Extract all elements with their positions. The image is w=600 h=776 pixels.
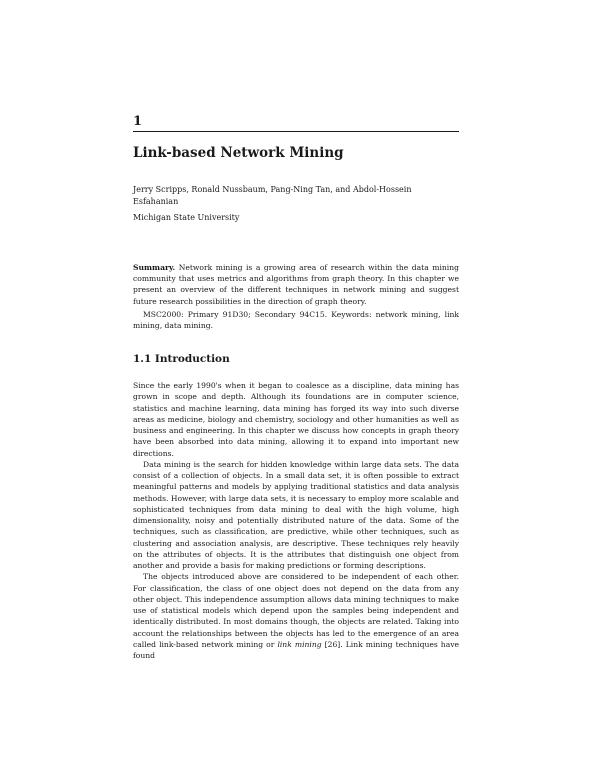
section-heading: 1.1 Introduction <box>133 353 230 365</box>
paragraph: Data mining is the search for hidden knowledge within large data sets. The data consist of a collection of objects. In a small data set, it is often possible to extract meaningful patterns and models by applying traditional statistics and data analysis methods. However, with large data sets, it is necessary to employ more scalable and sophisticated techniques from data mining to deal with the high volume, high dimensionality, noisy and potentially distributed nature of the data. Some of the techniques, such as classification, are predictive, while other techniques, such as clustering and association analysis, are descriptive. These techniques rely heavily on the attributes of objects. It is the attributes that distinguish one object from another and provide a basis for making predictions or forming descriptions. <box>133 459 459 570</box>
body-text <box>133 380 459 661</box>
msc-keywords: MSC2000: Primary 91D30; Secondary 94C15. Keywords: network mining, link mining, data mining. <box>133 310 459 331</box>
abstract <box>133 262 459 307</box>
chapter-rule <box>133 131 459 132</box>
emphasis-link-mining: link mining <box>277 639 322 649</box>
chapter-title: Link-based Network Mining <box>133 145 344 161</box>
chapter-number: 1 <box>133 114 143 129</box>
affiliation: Michigan State University <box>133 213 240 222</box>
paragraph <box>133 571 459 661</box>
abstract-text: Network mining is a growing area of research within the data mining community that uses metrics and algorithms from graph theory. In this chapter we present an overview of the different techniques in network mining and suggest future research possibilities in the direction of graph theory. <box>133 263 459 306</box>
paragraph-text: [26]. Link mining techniques have found <box>133 639 459 660</box>
paragraph: Since the early 1990's when it began to coalesce as a discipline, data mining has grown in scope and depth. Although its foundations are in computer science, statistics and machine learning, data mining has forged its way into such diverse areas as medicine, biology and chemistry, sociology and other humanities as well as business and engineering. In this chapter we discuss how concepts in graph theory have been absorbed into data mining, allowing it to expand into important new directions. <box>133 381 459 458</box>
authors: Jerry Scripps, Ronald Nussbaum, Pang-Ning Tan, and Abdol-Hossein Esfahanian <box>133 185 412 206</box>
paragraph-text: The objects introduced above are considered to be independent of each other. For classification, the class of one object does not depend on the data from any other object. This independence assumption allows data mining techniques to make use of statistical models which depend upon the samples being independent and identically distributed. In most domains though, the objects are related. Taking into account the relationships between the objects has led to the emergence of an area called link-based network mining or <box>133 572 459 649</box>
abstract-label: Summary. <box>133 263 176 272</box>
